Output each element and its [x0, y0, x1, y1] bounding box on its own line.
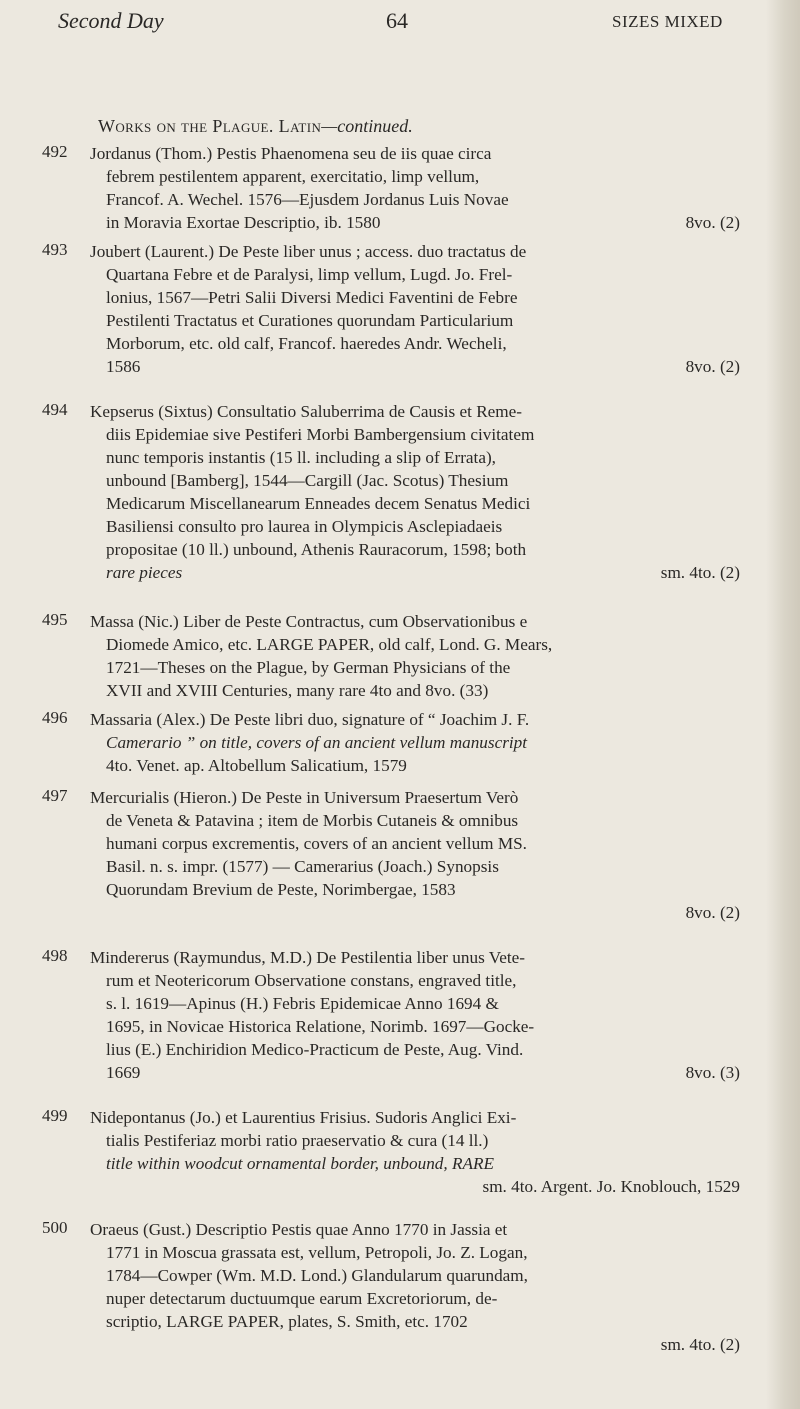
entry-line: de Veneta & Patavina ; item de Morbis Cutaneis & omnibus: [106, 811, 519, 830]
lot-number: 498: [42, 946, 68, 965]
entry-line: tialis Pestiferiaz morbi ratio praeservatio & cura (14 ll.): [106, 1131, 489, 1150]
running-head: [0, 8, 800, 48]
entry-line: Quorundam Brevium de Peste, Norimbergae, 1583: [106, 880, 456, 899]
entry-line: propositae (10 ll.) unbound, Athenis Rauracorum, 1598; both: [106, 540, 527, 559]
entry-text: [90, 400, 740, 584]
lot-number: 492: [42, 142, 68, 161]
entry-text: [90, 708, 740, 777]
entry-format: 8vo. (2): [685, 357, 740, 376]
entry-text: [90, 240, 740, 378]
lot-number: 493: [42, 240, 68, 259]
entry-line: Francof. A. Wechel. 1576—Ejusdem Jordanus Luis Novae: [106, 190, 509, 209]
entry-format: sm. 4to. (2): [660, 563, 740, 582]
entry-line: title within woodcut ornamental border, unbound, RARE: [106, 1154, 494, 1173]
entry-line: Massaria (Alex.) De Peste libri duo, signature of “ Joachim J. F.: [90, 710, 530, 729]
entry-line: Medicarum Miscellanearum Enneades decem Senatus Medici: [106, 494, 531, 513]
entry-line: humani corpus excrementis, covers of an ancient vellum MS.: [106, 834, 527, 853]
lot-number: 500: [42, 1218, 68, 1237]
lot-number: 494: [42, 400, 68, 419]
entry-line: 1695, in Novicae Historica Relatione, Norimb. 1697—Gocke-: [106, 1017, 535, 1036]
entry-line: sm. 4to. Argent. Jo. Knoblouch, 1529: [482, 1177, 740, 1196]
entry-text: [90, 946, 740, 1084]
entry-line: diis Epidemiae sive Pestiferi Morbi Bambergensium civitatem: [106, 425, 535, 444]
entry-line: Kepserus (Sixtus) Consultatio Saluberrima de Causis et Reme-: [90, 402, 523, 421]
lot-number: 497: [42, 786, 68, 805]
entry-text: [90, 786, 740, 924]
entry-line: unbound [Bamberg], 1544—Cargill (Jac. Scotus) Thesium: [106, 471, 509, 490]
entry-line: Joubert (Laurent.) De Peste liber unus ; access. duo tractatus de: [90, 242, 527, 261]
entry-line: lius (E.) Enchiridion Medico-Practicum de Peste, Aug. Vind.: [106, 1040, 524, 1059]
entry-format: 8vo. (2): [685, 213, 740, 232]
entry-text: [90, 1218, 740, 1356]
entry-line: Mindererus (Raymundus, M.D.) De Pestilentia liber unus Vete-: [90, 948, 526, 967]
entry-format: sm. 4to. (2): [660, 1335, 740, 1354]
entry-line: Morborum, etc. old calf, Francof. haeredes Andr. Wecheli,: [106, 334, 507, 353]
section-title: [98, 116, 738, 137]
entry-text: [90, 142, 740, 234]
entry-line: Massa (Nic.) Liber de Peste Contractus, cum Observationibus e: [90, 612, 528, 631]
entry-line: Quartana Febre et de Paralysi, limp vellum, Lugd. Jo. Frel-: [106, 265, 513, 284]
entry-line: 4to. Venet. ap. Altobellum Salicatium, 1579: [106, 756, 407, 775]
running-head-day: Second Day: [58, 8, 164, 33]
section-title-continued: —continued.: [321, 116, 413, 136]
entry-line: rum et Neotericorum Observatione constans, engraved title,: [106, 971, 517, 990]
entry-line: Basiliensi consulto pro laurea in Olympicis Asclepiadaeis: [106, 517, 503, 536]
entry-line: Camerario ” on title, covers of an ancient vellum manuscript: [106, 733, 528, 752]
entry-line: Nidepontanus (Jo.) et Laurentius Frisius. Sudoris Anglici Exi-: [90, 1108, 517, 1127]
lot-number: 496: [42, 708, 68, 727]
entry-line: 1784—Cowper (Wm. M.D. Lond.) Glandularum quarundam,: [106, 1266, 528, 1285]
entry-line: nunc temporis instantis (15 ll. including a slip of Errata),: [106, 448, 496, 467]
section-title-text: Works on the Plague. Latin: [98, 116, 322, 136]
entry-line: rare pieces sm. 4to. (2): [106, 563, 740, 582]
entry-line: Diomede Amico, etc. LARGE PAPER, old calf, Lond. G. Mears,: [106, 635, 553, 654]
page-edge-shadow: [766, 0, 800, 1409]
lot-number: 499: [42, 1106, 68, 1125]
entry-text: [90, 610, 740, 702]
entry-line: febrem pestilentem apparent, exercitatio, limp vellum,: [106, 167, 480, 186]
entry-line: XVII and XVIII Centuries, many rare 4to and 8vo. (33): [106, 681, 489, 700]
entry-line: 1669 8vo. (3): [106, 1063, 740, 1082]
entry-format: 8vo. (2): [685, 903, 740, 922]
entry-line: scriptio, LARGE PAPER, plates, S. Smith, etc. 1702: [106, 1312, 468, 1331]
entry-line: nuper detectarum ductuumque earum Excretoriorum, de-: [106, 1289, 498, 1308]
entry-line: in Moravia Exortae Descriptio, ib. 1580 8vo. (2): [106, 213, 740, 232]
entry-line: 1721—Theses on the Plague, by German Physicians of the: [106, 658, 511, 677]
entry-line: s. l. 1619—Apinus (H.) Febris Epidemicae Anno 1694 &: [106, 994, 499, 1013]
entry-line: Mercurialis (Hieron.) De Peste in Universum Praesertum Verò: [90, 788, 519, 807]
entry-line: Basil. n. s. impr. (1577) — Camerarius (Joach.) Synopsis: [106, 857, 499, 876]
page-number: 64: [386, 8, 408, 33]
entry-line: Pestilenti Tractatus et Curationes quorundam Particularium: [106, 311, 514, 330]
entry-format: 8vo. (3): [685, 1063, 740, 1082]
entry-line: Jordanus (Thom.) Pestis Phaenomena seu de iis quae circa: [90, 144, 492, 163]
entry-text: [90, 1106, 740, 1198]
entry-line: lonius, 1567—Petri Salii Diversi Medici Faventini de Febre: [106, 288, 518, 307]
lot-number: 495: [42, 610, 68, 629]
running-head-section: SIZES MIXED: [612, 12, 723, 31]
entry-line: 1771 in Moscua grassata est, vellum, Petropoli, Jo. Z. Logan,: [106, 1243, 528, 1262]
entry-line: 1586 8vo. (2): [106, 357, 740, 376]
entry-line: Oraeus (Gust.) Descriptio Pestis quae Anno 1770 in Jassia et: [90, 1220, 508, 1239]
